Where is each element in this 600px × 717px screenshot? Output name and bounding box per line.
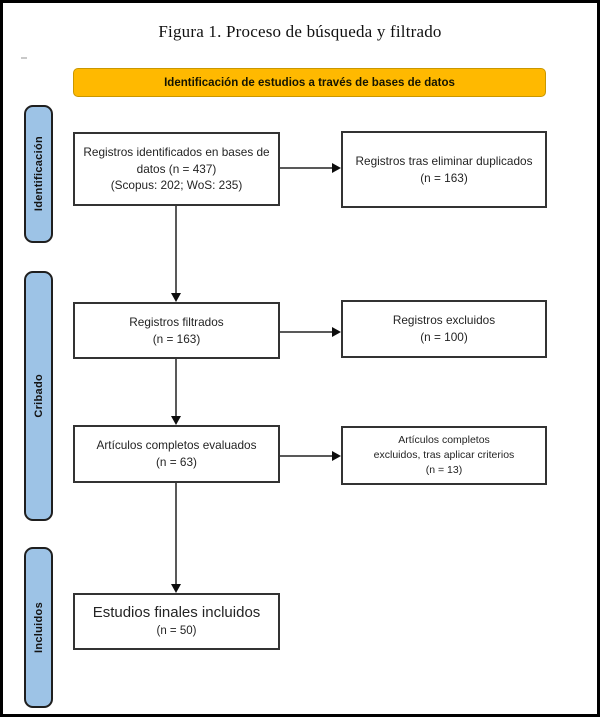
box-text-line: Registros filtrados [129, 314, 224, 329]
box-studies-included [73, 593, 280, 650]
stage-label-incluidos [24, 547, 53, 708]
arrow-fulltext-to-excluded [280, 455, 333, 457]
box-text-line: Registros identificados en bases de [83, 144, 270, 159]
box-records-identified [73, 132, 280, 206]
box-records-screened [73, 302, 280, 359]
box-text-line: Artículos completos evaluados [96, 438, 257, 453]
arrow-screened-to-fulltext [175, 359, 177, 417]
stage-label-text: Cribado [32, 374, 45, 418]
box-text-line: excluidos, tras aplicar criterios [373, 448, 515, 461]
box-text-line: Registros tras eliminar duplicados [355, 153, 533, 168]
box-text-line: datos (n = 437) [136, 161, 217, 176]
arrowhead-right-icon [332, 451, 341, 461]
stage-label-text: Identificación [32, 136, 45, 212]
box-text-line: (n = 50) [156, 625, 197, 638]
arrowhead-right-icon [332, 163, 341, 173]
arrowhead-down-icon [171, 293, 181, 302]
arrow-identified-to-screened [175, 206, 177, 294]
box-text-line: Artículos completos [398, 433, 490, 446]
arrowhead-right-icon [332, 327, 341, 337]
box-text-line: (n = 63) [156, 455, 197, 469]
box-text-line: Registros excluidos [392, 313, 496, 328]
box-fulltext-excluded [341, 426, 547, 485]
box-text-line: Estudios finales incluidos [92, 604, 261, 622]
box-records-excluded [341, 300, 547, 358]
stage-label-identificacion [24, 105, 53, 243]
arrowhead-down-icon [171, 416, 181, 425]
stray-mark-artifact [21, 57, 27, 59]
banner-identification-header: Identificación de estudios a través de bases de datos [73, 68, 546, 97]
stage-label-cribado [24, 271, 53, 521]
box-fulltext-assessed [73, 425, 280, 483]
arrowhead-down-icon [171, 584, 181, 593]
arrow-screened-to-excluded [280, 331, 333, 333]
box-text-line: (n = 13) [425, 464, 463, 477]
arrow-identified-to-deduplicated [280, 167, 333, 169]
box-records-after-duplicates-removed [341, 131, 547, 208]
box-text-line: (n = 100) [420, 330, 468, 344]
figure-title: Figura 1. Proceso de búsqueda y filtrado [158, 22, 442, 41]
box-text-line: (Scopus: 202; WoS: 235) [110, 178, 243, 193]
box-text-line: (n = 163) [420, 170, 468, 185]
arrow-fulltext-to-included [175, 483, 177, 585]
box-text-line: (n = 163) [152, 331, 201, 346]
stage-label-text: Incluidos [32, 602, 45, 653]
